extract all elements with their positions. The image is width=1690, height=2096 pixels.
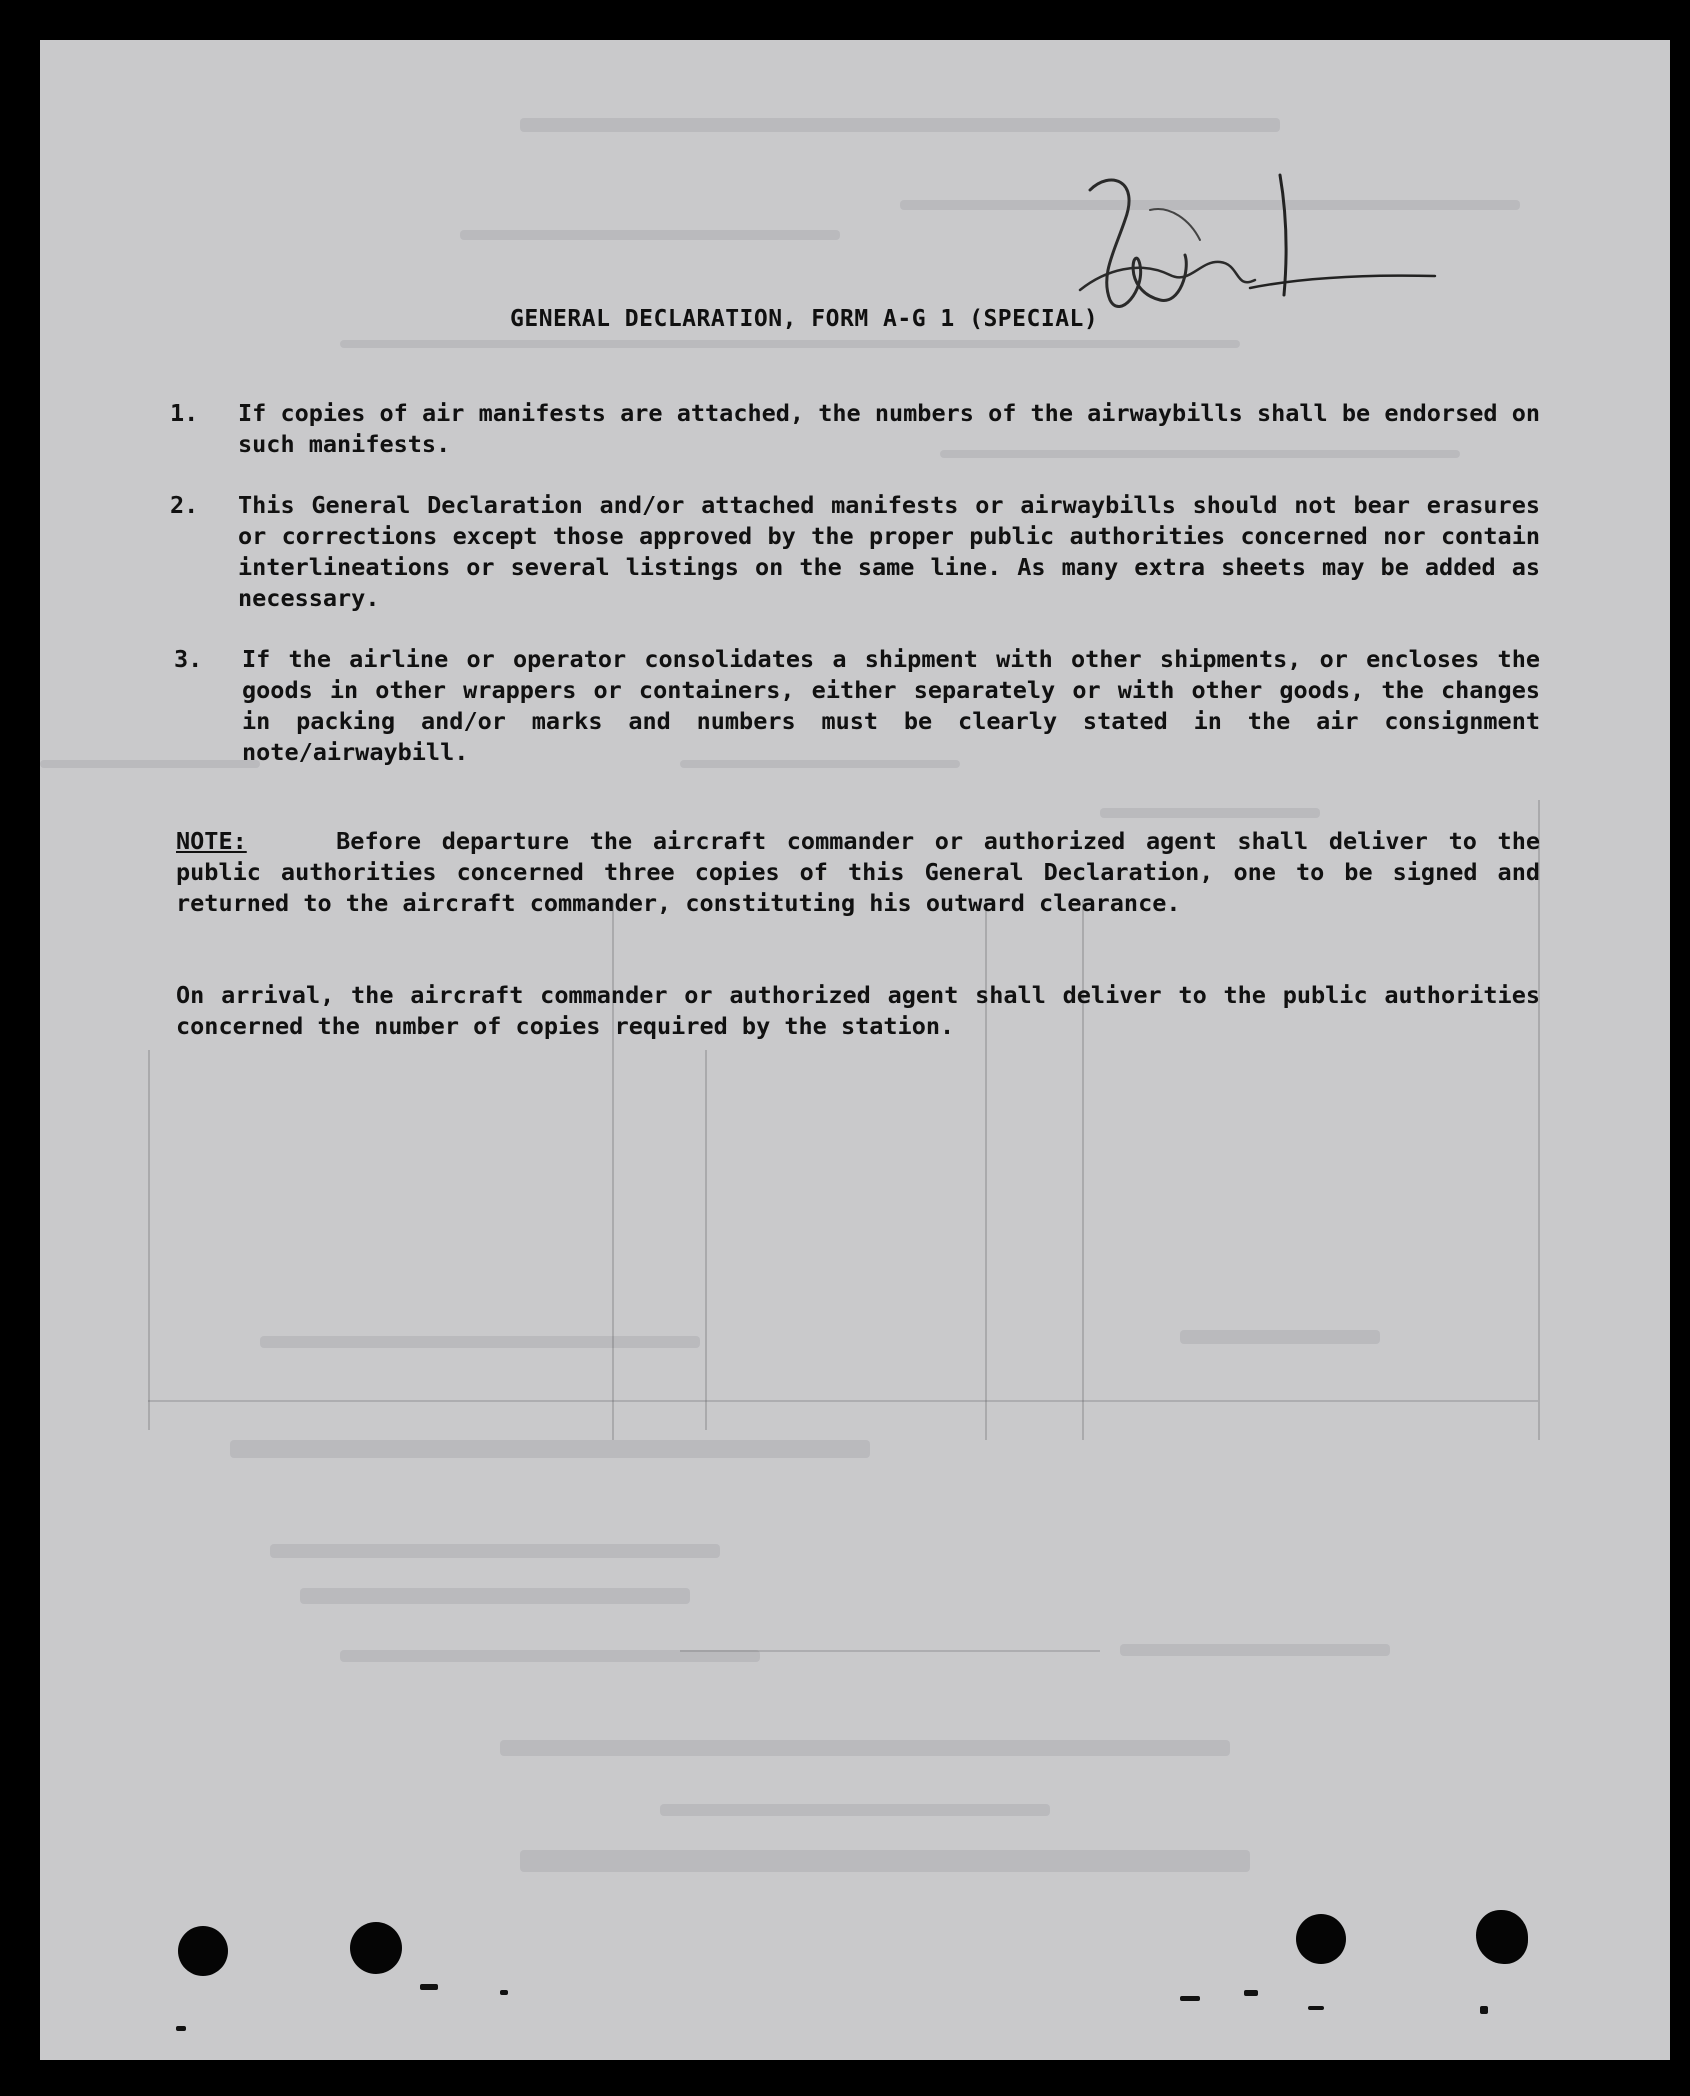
bleed-through-rule <box>148 1050 150 1430</box>
bleed-through-mark <box>500 1740 1230 1756</box>
bleed-through-mark <box>520 118 1280 132</box>
bleed-through-mark <box>660 1804 1050 1816</box>
bleed-through-rule <box>705 1050 707 1430</box>
item-number: 3. <box>174 645 203 673</box>
bleed-through-mark <box>1180 1330 1380 1344</box>
speck <box>1480 2006 1488 2014</box>
bleed-through-rule <box>148 1400 1538 1402</box>
bleed-through-mark <box>520 1850 1250 1872</box>
bleed-through-mark <box>260 1336 700 1348</box>
speck <box>176 2026 186 2031</box>
bleed-through-mark <box>300 1588 690 1604</box>
document-title: GENERAL DECLARATION, FORM A-G 1 (SPECIAL) <box>510 306 1099 332</box>
arrival-paragraph: On arrival, the aircraft commander or authorized agent shall deliver to the public authorities concerned the number of copies required by the station. <box>176 981 1540 1040</box>
speck <box>500 1990 508 1995</box>
item-text: If the airline or operator consolidates a shipment with other shipments, or encloses the goods in other wrappers or containers, either separately or with other goods, the changes in packing and/or marks and numbers must be clearly stated in the air consignment note/airwaybill. <box>242 645 1540 766</box>
punch-hole <box>1296 1914 1346 1964</box>
bleed-through-mark <box>1120 1644 1390 1656</box>
item-number: 1. <box>170 399 199 427</box>
speck <box>420 1984 438 1990</box>
item-text: This General Declaration and/or attached manifests or airwaybills should not bear erasures or corrections except those approved by the proper public authorities concerned nor contain interlineations or several listings on the same line. As many extra sheets may be added as necessary. <box>238 491 1540 612</box>
punch-hole <box>350 1922 402 1974</box>
speck <box>1180 1996 1200 2001</box>
bleed-through-rule <box>680 1650 1100 1652</box>
bleed-through-mark <box>270 1544 720 1558</box>
item-text: If copies of air manifests are attached, the numbers of the airwaybills shall be endorsed on such manifests. <box>238 399 1540 458</box>
list-item <box>170 398 1540 462</box>
speck <box>1308 2006 1324 2010</box>
list-item <box>170 490 1540 616</box>
list-item <box>170 644 1540 770</box>
speck <box>1244 1990 1258 1996</box>
note-text: Before departure the aircraft commander or authorized agent shall deliver to the public authorities concerned three copies of this General Declaration, one to be signed and returned to the aircraft commander, constituting his outward clearance. <box>176 827 1541 917</box>
punch-hole <box>178 1926 228 1976</box>
note-label: NOTE: <box>176 827 247 855</box>
punch-hole <box>1476 1910 1528 1964</box>
bleed-through-mark <box>230 1440 870 1458</box>
document-page <box>40 40 1670 2060</box>
item-number: 2. <box>170 491 199 519</box>
bleed-through-mark <box>1100 808 1320 818</box>
note-paragraph <box>176 826 1540 952</box>
bleed-through-mark <box>460 230 840 240</box>
